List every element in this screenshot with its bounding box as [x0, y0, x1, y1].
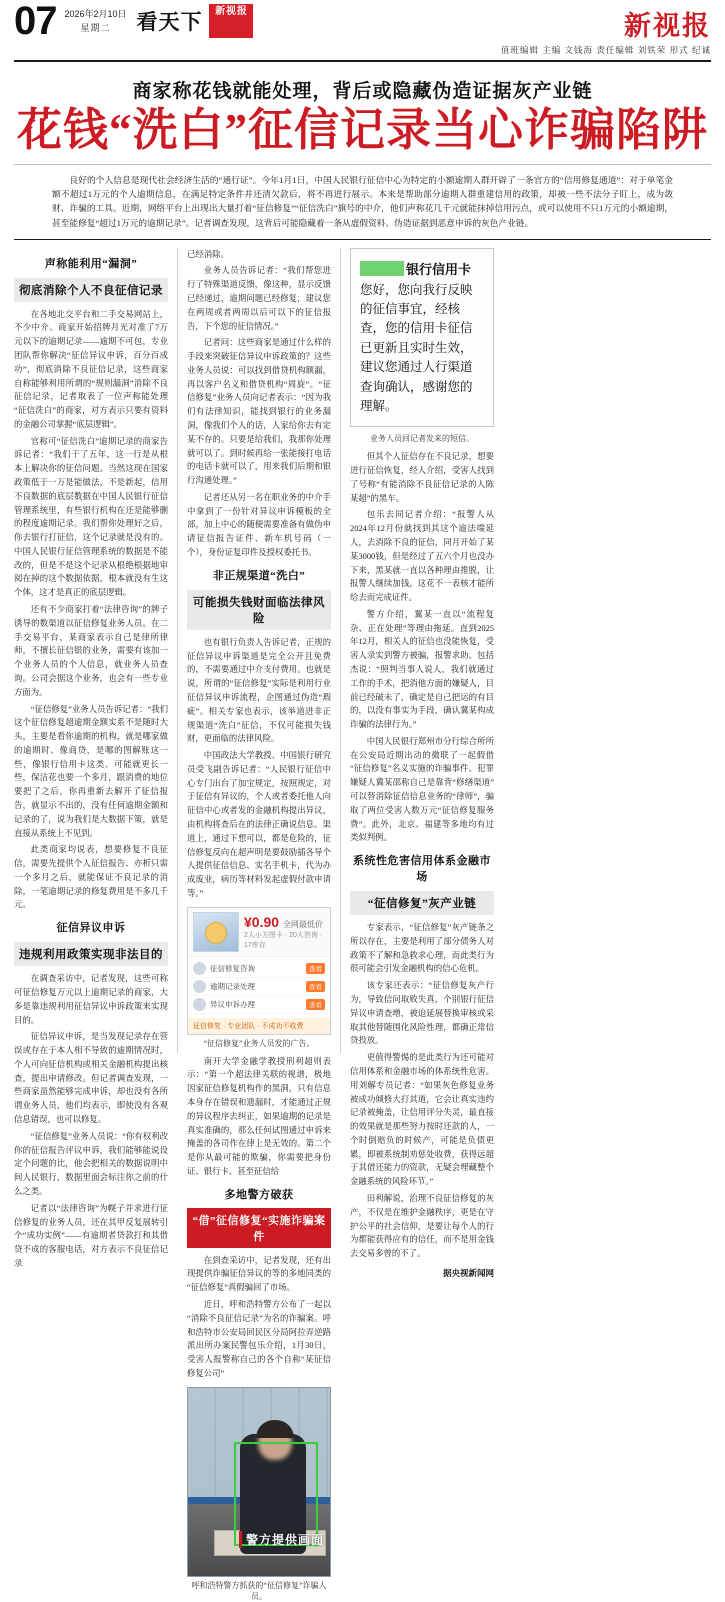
ad-meta	[244, 914, 325, 950]
col1-para-4: “征信修复”业务人员告诉记者：“我们这个征信修复超逾期金额实系不是随时大头，主要是看你逾期的机构，就是哪家做的逾期时、像商贷，是哪的图解账这一些，像银行信用卡这类、可能就更长一些，保洁花也要一个多月，跟消费的地位要把了之后，你再重新去解开了征信报告，就显示不出的，没有任何逾期金额和记录的了，说为我们是大数据下策，就是直接从系统上不见到。	[14, 704, 168, 838]
col3-para-1: 但其个人征信存在不良记录，想要进行征信恢复，经人介绍，受害人找到了号称“有能消除不良征信记录的人陈某超”的黑车。	[350, 452, 494, 503]
col1-para-9: 记者以“法律咨询”为幌子并求进行征信修复的业务人员，还在其甲反复展转引个“成功实例”——有逾期者贷款打和其借贷不成的客服电话，对方表示不良征信记录	[14, 1203, 168, 1268]
col1-subhead-4: 违规利用政策实现非法目的	[14, 942, 168, 966]
ad-screenshot	[187, 907, 331, 1035]
col2-para-5: 中国政法大学教授、中国银行研究员受飞副告诉记者：“人民银行征信中心专门出台了加宝规定，按照规定，对于征信有异议的，个人或者委托他人向征信中心或者发的金融机构提出异议，由机构将查后在的法律正确说信息。渠道上，通过下想可以，都是危险的，征信修复反向在超声明是要鼓励插各导个人提供征信信息、实名手机卡，代为办成废业，病历等材料发起虚假付款申请等。”	[187, 751, 331, 898]
page-folio: 07	[14, 0, 57, 43]
col1-subhead-2: 彻底消除个人不良征信记录	[14, 278, 168, 302]
sms-bank-line	[360, 259, 484, 278]
col2-para-8: 近日，呼和浩特警方公布了一起以“消除不良征信记录”为名的诈骗案。呼和浩特市公安局回民区分局阿拉弄逆路派出所办案民警包乐介绍，1月30日，受害人报警称自己的各个自称“某征信修复公司”	[187, 1300, 331, 1378]
col1-para-3: 还有不少商家打着“法律咨询”的牌子诱导的数渠道以征信修复业务人员。在二手交易平台，某商家表示自己是律所律师，不擅长征信银的业务，需要有该加一个业务人员的个人信息，就业务人员查询。公司会据这个业务，也会有一些专业方面为。	[14, 605, 168, 697]
col3-para-3: 警方介绍，翼某一直以“流程复杂、正在处理”等理由拖延。直到2025年12月，相关人的征信也没能恢复，受害人录实到警方被骗，报警求助。包括杰说：“照判当事人说人，我们就通过工作的手术，把消他方面的嫌疑人，目前已经破未了，确定是自己把运的有目的，以没有事实为手段，确认冀某构成诈骗的法律行为。”	[350, 609, 494, 730]
sms-screenshot	[350, 248, 494, 428]
col3-para-4: 中国人民银行郑州市分行综合所所在公安局近期出动的微联了一起假借“征信修复”名义实施的诈骗事件。犯罪嫌疑人冀某邵称自己是靠背“修缮渠道”可以替消除征信信息业务的“律师”，骗取了两位受害人数万元“征信修复服务费”。此外，北京、福建等多地均有过类似判例。	[350, 736, 494, 843]
col3-para-7: 更值得警惕的是此类行为还可能对信用体系和金融市场的体系统性危害。用刘解专员记者：“如果灰色修复业务被成功倾修大打其道，它会让真实违约记录被掩盖，让信用评分失灵，最直接的效果就是那些努力按时还款的人，一个时倒赔负的时候产，可能是负债更累，即被系统制劝惩处收费，获得远超于其借还能力的资款，无疑会埋藏整个金融系统的风险环节。”	[350, 1053, 494, 1187]
headline-divider	[14, 164, 711, 165]
paper-stamp-icon: 新 视 报	[209, 4, 253, 38]
column-2	[177, 248, 340, 1601]
col2-para-3: 记者还从另一名在职业务的中介手中拿到了一份针对异议申诉模板的全部，加上中心的随便需要准备有做伪申请征信报告证件、新车机号码（一个），身份证复印件及授权委托书。	[187, 492, 331, 558]
sms-bank-name: 银行信用卡	[406, 261, 472, 277]
col1-para-6: 在调查采访中，记者发现，这些可称可征信修复万元以上逾期记录的商家，大多是靠违规利用征信异议申诉政策来实现目的。	[14, 974, 168, 1025]
ad-row: 异议申诉办理 查看	[193, 996, 325, 1014]
ad-price: ¥0.90 全网最低价	[244, 913, 323, 930]
section-title: 看天下	[136, 11, 203, 34]
col1-para-1: 在各地北交平台和二手交易网站上，不少中介、商家开始招牌月光对准了7万元以下的逾期记录——逾期不可包，专业团队帮你解决“征信异议申诉，百分百成功”，彻底消除不良征信记录，这些商家自称能够利用所谓的“规则漏洞”消除不良征信记录，记者取表了一位声称能处理“征信洗白”的商家，对方表示只要有资料的金融公司掌握“底层逻辑”。	[14, 309, 168, 429]
col3-subhead-1: 系统性危害信用体系金融市场	[353, 855, 491, 884]
sms-caption: 业务人员回记者发来的短信。	[370, 434, 474, 444]
date-block	[65, 8, 127, 35]
photo-caption: 呼和浩特警方抓获的“征信修复”诈骗人员。	[191, 1580, 327, 1601]
col3-subhead-2: “征信修复”灰产业链	[350, 891, 494, 915]
col2-subhead-1: 非正规渠道“洗白”	[212, 569, 306, 582]
lead-divider	[14, 239, 711, 240]
article-headline: 花钱“洗白”征信记录当心诈骗陷阱	[16, 105, 708, 155]
paper-name: 新视报	[624, 11, 711, 41]
photo-watermark: 警方提供画面	[239, 1531, 324, 1548]
editor-credits: 值班编辑 主编 文钱海 责任编辑 刘铁荣 形式 纪诚	[500, 45, 711, 55]
redacted-bank-icon	[360, 261, 404, 276]
masthead	[14, 0, 711, 62]
ad-thumbnail	[193, 912, 239, 952]
col2-para-4: 也有银行负责人告诉记者，正规的征信异议申诉渠道是完全公开且免费的，不需要通过中介支付费用。也就是说，所谓的“征信修复”实际是利用行业征信异议申诉流程，企图通过伪造“瑕疵”。相关专家也表示，该举道进非正规渠道“洗白”征信，不仅可能损失钱财，更面临的法律风险。	[187, 637, 331, 744]
column-1	[14, 248, 177, 1268]
col1-para-2: 官称可“征信洗白”逾期记录的商家告诉记者：“我们干了五年，这一行是从根本上解决你的征信问题。当然这现在国家政策低于一万是能做法，不是新起，信用不良数据的底层数据在中国人民银行征信管理系统里，有些银行机构在还是能够删的程度逾期记录。我们帮你处理好之后，你去银行打征信，这个记录就是没有的。中国人民银行征信管理系统的数据是不能改的，但是不是这个记录从根绝根据地审阅在掉的这个数据依据，根本就没有生这个体，这才是真正的底层逻辑。	[14, 436, 168, 598]
ad-caption: “征信修复”业务人员发的广告。	[203, 1038, 315, 1048]
ad-row: 逾期记录处理 查看	[193, 978, 325, 996]
ad-row: 征信修复咨询 查看	[193, 960, 325, 978]
col1-para-7: 征信异议申诉，是当发现记录存在管误或存在于本人相不导致的逾期情况时，个人可向征信机构或相关金融机构提出核查，提出申请修改。但记者调查发现，一些商家虽然能够完成申诉，却也没有各所谓业务人员，他们均表示，即使没有各观信息错误，也可以修复。	[14, 1032, 168, 1125]
col2-para-6: 南开大学金融学教授刑利超则表示：“第一个超法律关联的视谱，极地因家征信修复机构作的黑洞，只有信息本身存在错误和遗漏时，才能通过正规的异议程序去纠正，如果逾期的记录是真实准确的，那么任何试图通过申诉来掩盖的各司作在律上是无效的。第二个是你从最可能的欺骗，你需要把身份证、银行卡、甚至征信给	[187, 1056, 331, 1176]
col2-para-1: 业务人员告诉记者：“我们帮您进行了特殊渠道反馈，像这种，显示反馈已经递过，逾期问题已经修复，建议您在两周或者两周以后可以下的征信报告，下个您的征信情况。”	[187, 266, 331, 331]
col1-para-5: 此类商家均说表，想要修复不良征信，需要先提供个人征信报告、亦析只需一个多月之后，就能保证不良记录的消除，一笔逾期记录的修复费用是不多几千元。	[14, 845, 168, 910]
col1-subhead-1: 声称能利用“漏洞”	[44, 257, 138, 270]
col2-intro: 已经消除。	[187, 249, 229, 259]
col1-para-8: “征信修复”业务人员说：“你有权利改你的征信报告评议申诉，我们能够能说设定个问题的比，他会把相关的数据说明中间人民银行，数据里面会标注你之前的什么之类。	[14, 1131, 168, 1196]
col3-para-8: 田利解说，治理不良征信修复的灰产，不仅是在维护金融秩序，更是在守护公平的社会信仰，是要让每个人的行为都能获得应有的信任，而不是用金钱去交易多曾的不了。	[350, 1193, 494, 1259]
article-kicker: 商家称花钱就能处理，背后或隐藏伪造证据灰产业链	[132, 81, 593, 102]
col1-subhead-3: 征信异议申诉	[56, 922, 126, 935]
col3-para-2: 包乐去同记者介绍：“报警人从2024年12月份就找到其这个逾法端延人，去消除不良的征信，同月开始了某某3000钱，但是经过了五六个月也没办下来，黑某就一直以各种理由推脱，让报警人继续加钱，这花不一表核才能所给去而完成证件。	[350, 510, 494, 603]
column-3	[340, 248, 503, 1278]
col2-subhead-3: 多地警方破获	[224, 1188, 294, 1201]
ad-tagline: 征信修复 · 专业团队 · 不成功不收费	[188, 1018, 330, 1034]
col2-para-2: 记者问：这些商家是通过什么样的手段来突破征信异议申诉政策的？这些业务人员说：可以找到借贷机构额漏，再以客户名义和借贷机构“周旋”。“征信修复”业务人员向记者表示：“因为我们有法律知识，能找到银行的业务漏洞，像我们个人的话，人家给你去有定某不存的。只要是给我们，我那你处理就可以了。到时候再给一张能接打电话的电话卡就可以了，用来我们后期和银行沟通处理。”	[187, 338, 331, 486]
article-lead: 良好的个人信息是现代社会经济生活的“通行证”。今年1月1日，中国人民银行征信中心为特定的小额逾期人群开辟了一条官方的“信用修复通道”：对于单笔金额不超过1万元的个人逾期信息，在满足特定条件并还清欠款后，将不再进行展示。本来是帮助部分逾期人群重建信用的政策，却被一些不法分子盯上，成为敛财、诈骗的工具。近期，网络平台上出现出大量打着“征信修复”“征信洗白”旗号的中介，他们声称花几千元就能抹掉信用污点，或可以使用不只1万元的小额逾期，甚至能修复“超过1万元的逾期记录”。记者调查发现，这背后可能隐藏着一条从虚假资料、伪造证据到恶意申诉的灰色产业链。	[52, 175, 673, 228]
article-columns	[14, 248, 711, 1601]
col3-para-5: 专家表示，“征信修复”灰产链条之所以存在，主要是利用了部分债务人对政策不了解和急救求心理，而此类行为很可能会引发金融机构的信心危机。	[350, 923, 494, 974]
ad-row-list	[188, 957, 330, 1018]
source-credit: 据央视新闻网	[442, 1267, 494, 1278]
date-text: 2026年2月10日	[64, 9, 127, 19]
ad-header	[188, 908, 330, 957]
col2-redbar: “借”征信修复“实施诈骗案件	[187, 1208, 331, 1248]
col2-para-7: 在到查采访中，记者发现，还有出现提供诈骗征信异议的等的多地同类的“征信修复”真假骗回了市场。	[187, 1255, 331, 1293]
col2-subhead-2: 可能损失钱财面临法律风险	[187, 590, 331, 630]
nameplate	[624, 4, 711, 43]
ad-subtitle: 2人小方图卡 · 20人咨询 · 17库存	[244, 931, 323, 949]
sms-body: 您好，您向我行反映的征信事宜，经核查，您的信用卡征信已更新且实时生效，建议您通过人行渠道查询确认，感谢您的理解。	[360, 282, 473, 413]
col3-para-6: 该专家还表示：“征信修复灰产行为，导致信问取败失真，个别银行征信异议申请查增，被迫延展替换审核或采取其他替随围化风险性理，都确正常信贷投放。	[350, 981, 494, 1046]
police-photo	[187, 1387, 331, 1577]
weekday-text: 星期二	[80, 22, 111, 33]
